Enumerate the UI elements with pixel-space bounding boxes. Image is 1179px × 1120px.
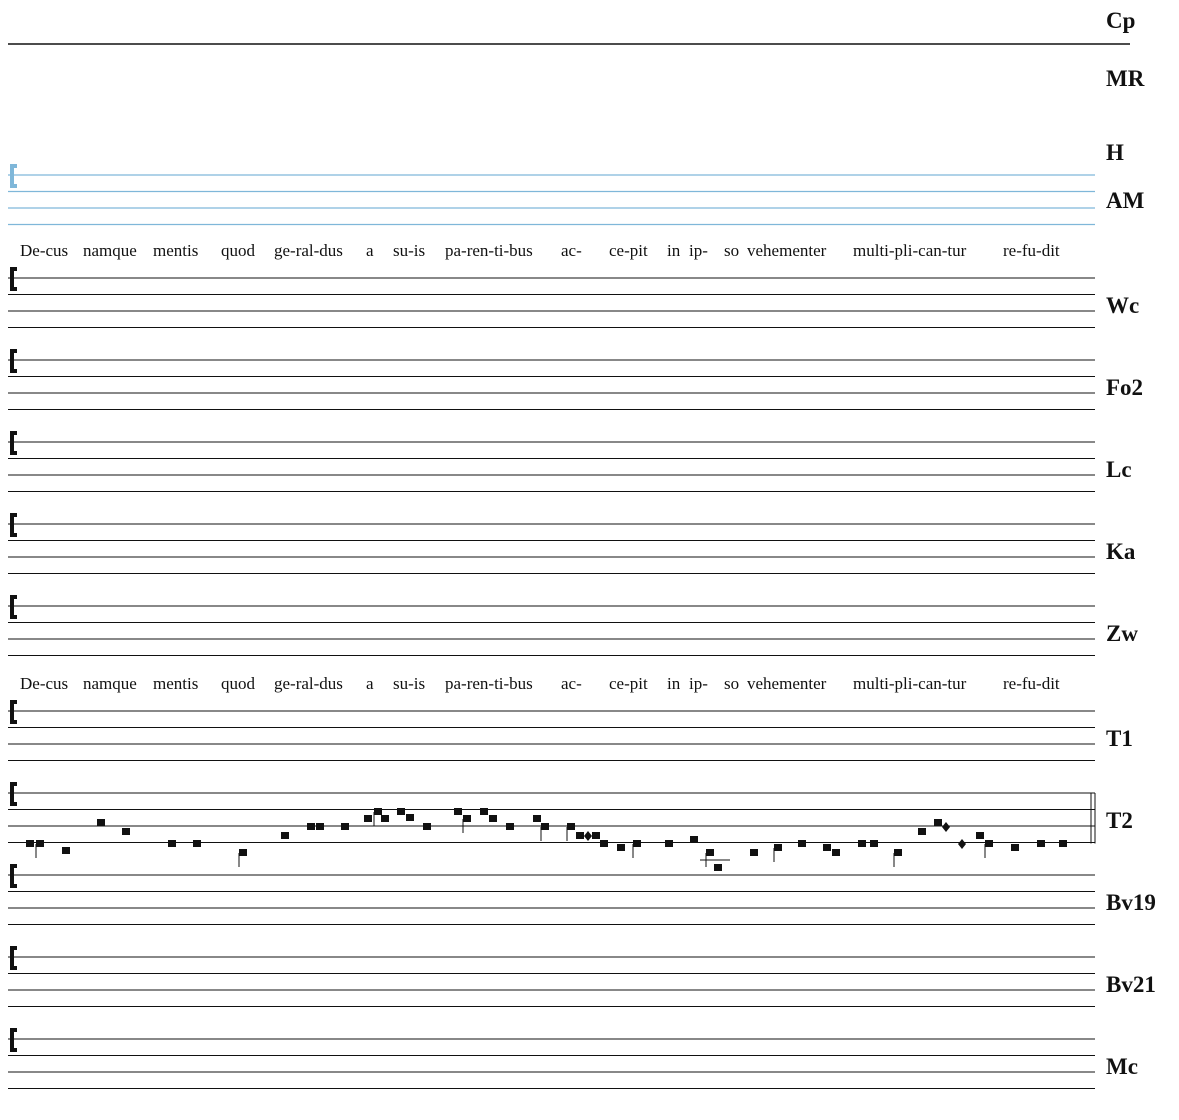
- staff[interactable]: [8, 597, 1095, 656]
- lyric-syllable: ac-: [561, 674, 582, 693]
- mensuration-sign-icon: [12, 166, 17, 186]
- lyric-syllable: mentis: [153, 241, 199, 260]
- lyric-syllable: ge-ral-dus: [274, 241, 343, 260]
- note-semibreve: [307, 823, 315, 830]
- note-semibreve: [600, 840, 608, 847]
- staff[interactable]: [8, 515, 1095, 574]
- lyric-syllable: ge-ral-dus: [274, 674, 343, 693]
- lyric-syllable: ce-pit: [609, 674, 648, 693]
- staff[interactable]: [8, 351, 1095, 410]
- voice-label-wc[interactable]: Wc: [1106, 293, 1140, 318]
- lyric-syllable: so: [724, 674, 740, 693]
- staff[interactable]: [8, 166, 1095, 225]
- lyric-syllable: ce-pit: [609, 241, 648, 260]
- voice-label-ka[interactable]: Ka: [1106, 539, 1136, 564]
- note-semibreve: [533, 815, 541, 822]
- staves: [8, 166, 1095, 1089]
- note-semibreve: [406, 814, 414, 821]
- lyric-rows: [20, 241, 1060, 693]
- note-semibreve: [798, 840, 806, 847]
- note-semibreve: [168, 840, 176, 847]
- voice-label-zw[interactable]: Zw: [1106, 621, 1138, 646]
- lyric-syllable: namque: [83, 674, 137, 693]
- staff[interactable]: [8, 433, 1095, 492]
- note-semibreve: [374, 808, 382, 815]
- voice-label-am[interactable]: AM: [1106, 188, 1145, 213]
- voice-label-bv21[interactable]: Bv21: [1106, 972, 1156, 997]
- note-minim: [958, 839, 966, 849]
- note-semibreve: [774, 844, 782, 851]
- t2-notes: [26, 808, 1067, 871]
- staff[interactable]: [8, 269, 1095, 328]
- lyric-syllable: vehementer: [747, 241, 827, 260]
- voice-label-t2[interactable]: T2: [1106, 808, 1133, 833]
- note-semibreve: [489, 815, 497, 822]
- lyric-syllable: vehementer: [747, 674, 827, 693]
- note-semibreve: [381, 815, 389, 822]
- lyric-row: [20, 241, 1060, 260]
- note-semibreve: [541, 823, 549, 830]
- lyric-syllable: quod: [221, 241, 255, 260]
- note-semibreve: [934, 819, 942, 826]
- note-semibreve: [576, 832, 584, 839]
- note-semibreve: [36, 840, 44, 847]
- note-semibreve: [894, 849, 902, 856]
- mensuration-sign-icon: [12, 433, 17, 453]
- voice-label-h[interactable]: H: [1106, 140, 1124, 165]
- lyric-syllable: in: [667, 674, 681, 693]
- lyric-syllable: a: [366, 241, 374, 260]
- note-semibreve: [870, 840, 878, 847]
- note-semibreve: [97, 819, 105, 826]
- lyric-syllable: so: [724, 241, 740, 260]
- note-semibreve: [62, 847, 70, 854]
- note-semibreve: [665, 840, 673, 847]
- note-semibreve: [364, 815, 372, 822]
- note-semibreve: [239, 849, 247, 856]
- note-semibreve: [690, 836, 698, 843]
- lyric-syllable: pa-ren-ti-bus: [445, 241, 533, 260]
- staff[interactable]: [8, 948, 1095, 1007]
- lyric-syllable: su-is: [393, 241, 426, 260]
- voice-label-bv19[interactable]: Bv19: [1106, 890, 1156, 915]
- mensuration-sign-icon: [12, 1030, 17, 1050]
- mensuration-sign-icon: [12, 351, 17, 371]
- mensuration-sign-icon: [12, 866, 17, 886]
- note-semibreve: [985, 840, 993, 847]
- lyric-syllable: multi-pli-can-tur: [853, 241, 967, 260]
- lyric-syllable: namque: [83, 241, 137, 260]
- lyric-syllable: mentis: [153, 674, 199, 693]
- lyric-syllable: multi-pli-can-tur: [853, 674, 967, 693]
- mensuration-sign-icon: [12, 515, 17, 535]
- note-semibreve: [750, 849, 758, 856]
- mensuration-sign-icon: [12, 269, 17, 289]
- lyric-syllable: ip-: [689, 241, 708, 260]
- staff[interactable]: [8, 1030, 1095, 1089]
- staff[interactable]: [8, 784, 1095, 843]
- note-semibreve: [714, 864, 722, 871]
- note-semibreve: [823, 844, 831, 851]
- note-semibreve: [617, 844, 625, 851]
- lyric-syllable: De-cus: [20, 241, 69, 260]
- note-semibreve: [397, 808, 405, 815]
- note-semibreve: [567, 823, 575, 830]
- mensuration-sign-icon: [12, 948, 17, 968]
- voice-label-mr[interactable]: MR: [1106, 66, 1145, 91]
- lyric-syllable: a: [366, 674, 374, 693]
- note-semibreve: [480, 808, 488, 815]
- mensuration-sign-icon: [12, 702, 17, 722]
- lyric-syllable: ip-: [689, 674, 708, 693]
- note-semibreve: [1011, 844, 1019, 851]
- mensuration-sign-icon: [12, 784, 17, 804]
- note-minim: [942, 822, 950, 832]
- note-semibreve: [976, 832, 984, 839]
- staff[interactable]: [8, 702, 1095, 761]
- lyric-syllable: in: [667, 241, 681, 260]
- note-semibreve: [1037, 840, 1045, 847]
- lyric-row: [20, 674, 1060, 693]
- note-semibreve: [1059, 840, 1067, 847]
- note-semibreve: [26, 840, 34, 847]
- note-semibreve: [316, 823, 324, 830]
- note-semibreve: [423, 823, 431, 830]
- lyric-syllable: re-fu-dit: [1003, 674, 1060, 693]
- note-semibreve: [918, 828, 926, 835]
- voice-label-cp[interactable]: Cp: [1106, 8, 1136, 33]
- lyric-syllable: su-is: [393, 674, 426, 693]
- note-semibreve: [832, 849, 840, 856]
- lyric-syllable: De-cus: [20, 674, 69, 693]
- voice-label-fo2[interactable]: Fo2: [1106, 375, 1144, 400]
- note-semibreve: [122, 828, 130, 835]
- note-semibreve: [341, 823, 349, 830]
- lyric-syllable: quod: [221, 674, 255, 693]
- mensuration-sign-icon: [12, 597, 17, 617]
- voice-label-t1[interactable]: T1: [1106, 726, 1133, 751]
- note-semibreve: [193, 840, 201, 847]
- staff[interactable]: [8, 866, 1095, 925]
- note-semibreve: [454, 808, 462, 815]
- note-semibreve: [858, 840, 866, 847]
- lyric-syllable: ac-: [561, 241, 582, 260]
- note-semibreve: [633, 840, 641, 847]
- note-semibreve: [281, 832, 289, 839]
- note-semibreve: [592, 832, 600, 839]
- note-semibreve: [506, 823, 514, 830]
- voice-label-lc[interactable]: Lc: [1106, 457, 1132, 482]
- note-minim: [584, 831, 592, 841]
- note-semibreve: [706, 849, 714, 856]
- voice-label-mc[interactable]: Mc: [1106, 1054, 1138, 1079]
- lyric-syllable: re-fu-dit: [1003, 241, 1060, 260]
- lyric-syllable: pa-ren-ti-bus: [445, 674, 533, 693]
- note-semibreve: [463, 815, 471, 822]
